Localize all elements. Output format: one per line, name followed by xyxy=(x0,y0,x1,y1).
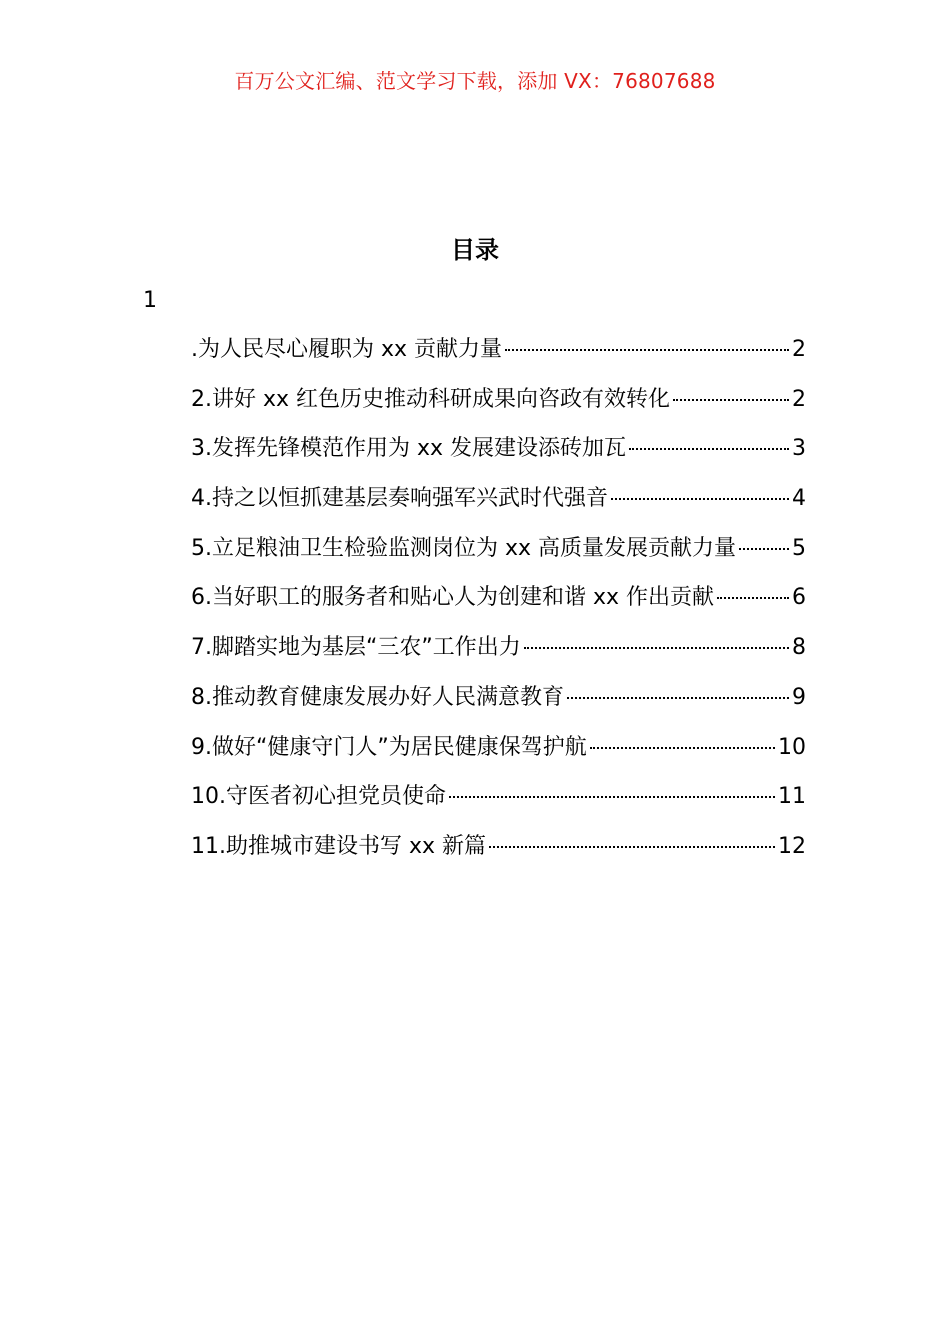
toc-page-number: 6 xyxy=(792,585,806,611)
toc-page-number: 9 xyxy=(792,684,806,710)
toc-dot-leader xyxy=(717,597,789,599)
toc-entry-text: 10.守医者初心担党员使命 xyxy=(191,784,446,810)
toc-entry-text: 6.当好职工的服务者和贴心人为创建和谐 xx 作出贡献 xyxy=(191,585,715,611)
toc-page-number: 11 xyxy=(778,784,806,810)
toc-list xyxy=(191,332,806,879)
toc-entry-3[interactable] xyxy=(191,431,806,481)
toc-dot-leader xyxy=(524,647,789,649)
toc-entry-text: 9.做好“健康守门人”为居民健康保驾护航 xyxy=(191,734,587,760)
toc-page-number: 12 xyxy=(778,833,806,859)
toc-page-number: 8 xyxy=(792,635,806,661)
toc-entry-2[interactable] xyxy=(191,382,806,432)
toc-entry-text: .为人民尽心履职为 xx 贡献力量 xyxy=(191,337,503,362)
toc-page-number: 5 xyxy=(792,535,806,561)
toc-dot-leader xyxy=(673,399,789,401)
toc-entry-text: 5.立足粮油卫生检验监测岗位为 xx 高质量发展贡献力量 xyxy=(191,535,737,561)
toc-page-number: 4 xyxy=(792,486,806,512)
toc-entry-11[interactable] xyxy=(191,829,806,879)
toc-entry-text: 7.脚踏实地为基层“三农”工作出力 xyxy=(191,635,521,661)
toc-dot-leader xyxy=(567,697,789,699)
toc-page-number: 2 xyxy=(792,337,806,362)
toc-entry-text: 8.推动教育健康发展办好人民满意教育 xyxy=(191,684,564,710)
header-note: 百万公文汇编、范文学习下载，添加 VX：76807688 xyxy=(234,69,716,93)
toc-entry-8[interactable] xyxy=(191,680,806,730)
toc-page-number: 3 xyxy=(792,436,806,462)
toc-entry-text: 2.讲好 xx 红色历史推动科研成果向咨政有效转化 xyxy=(191,386,671,412)
toc-title: 目录 xyxy=(451,236,499,264)
toc-dot-leader xyxy=(739,548,789,550)
toc-entry-6[interactable] xyxy=(191,580,806,630)
toc-entry-7[interactable] xyxy=(191,630,806,680)
toc-dot-leader xyxy=(505,349,789,351)
toc-entry-1[interactable] xyxy=(191,332,806,382)
toc-entry-text: 11.助推城市建设书写 xx 新篇 xyxy=(191,833,487,859)
toc-section-marker: 1 xyxy=(143,288,157,313)
toc-entry-9[interactable] xyxy=(191,730,806,780)
toc-page-number: 2 xyxy=(792,386,806,412)
toc-page-number: 10 xyxy=(778,734,806,760)
toc-dot-leader xyxy=(611,498,789,500)
toc-dot-leader xyxy=(489,846,775,848)
toc-entry-text: 4.持之以恒抓建基层奏响强军兴武时代强音 xyxy=(191,486,608,512)
toc-dot-leader xyxy=(449,796,775,798)
toc-entry-5[interactable] xyxy=(191,531,806,581)
toc-dot-leader xyxy=(629,448,789,450)
toc-entry-10[interactable] xyxy=(191,779,806,829)
toc-entry-4[interactable] xyxy=(191,481,806,531)
toc-dot-leader xyxy=(590,747,775,749)
toc-entry-text: 3.发挥先锋模范作用为 xx 发展建设添砖加瓦 xyxy=(191,436,627,462)
